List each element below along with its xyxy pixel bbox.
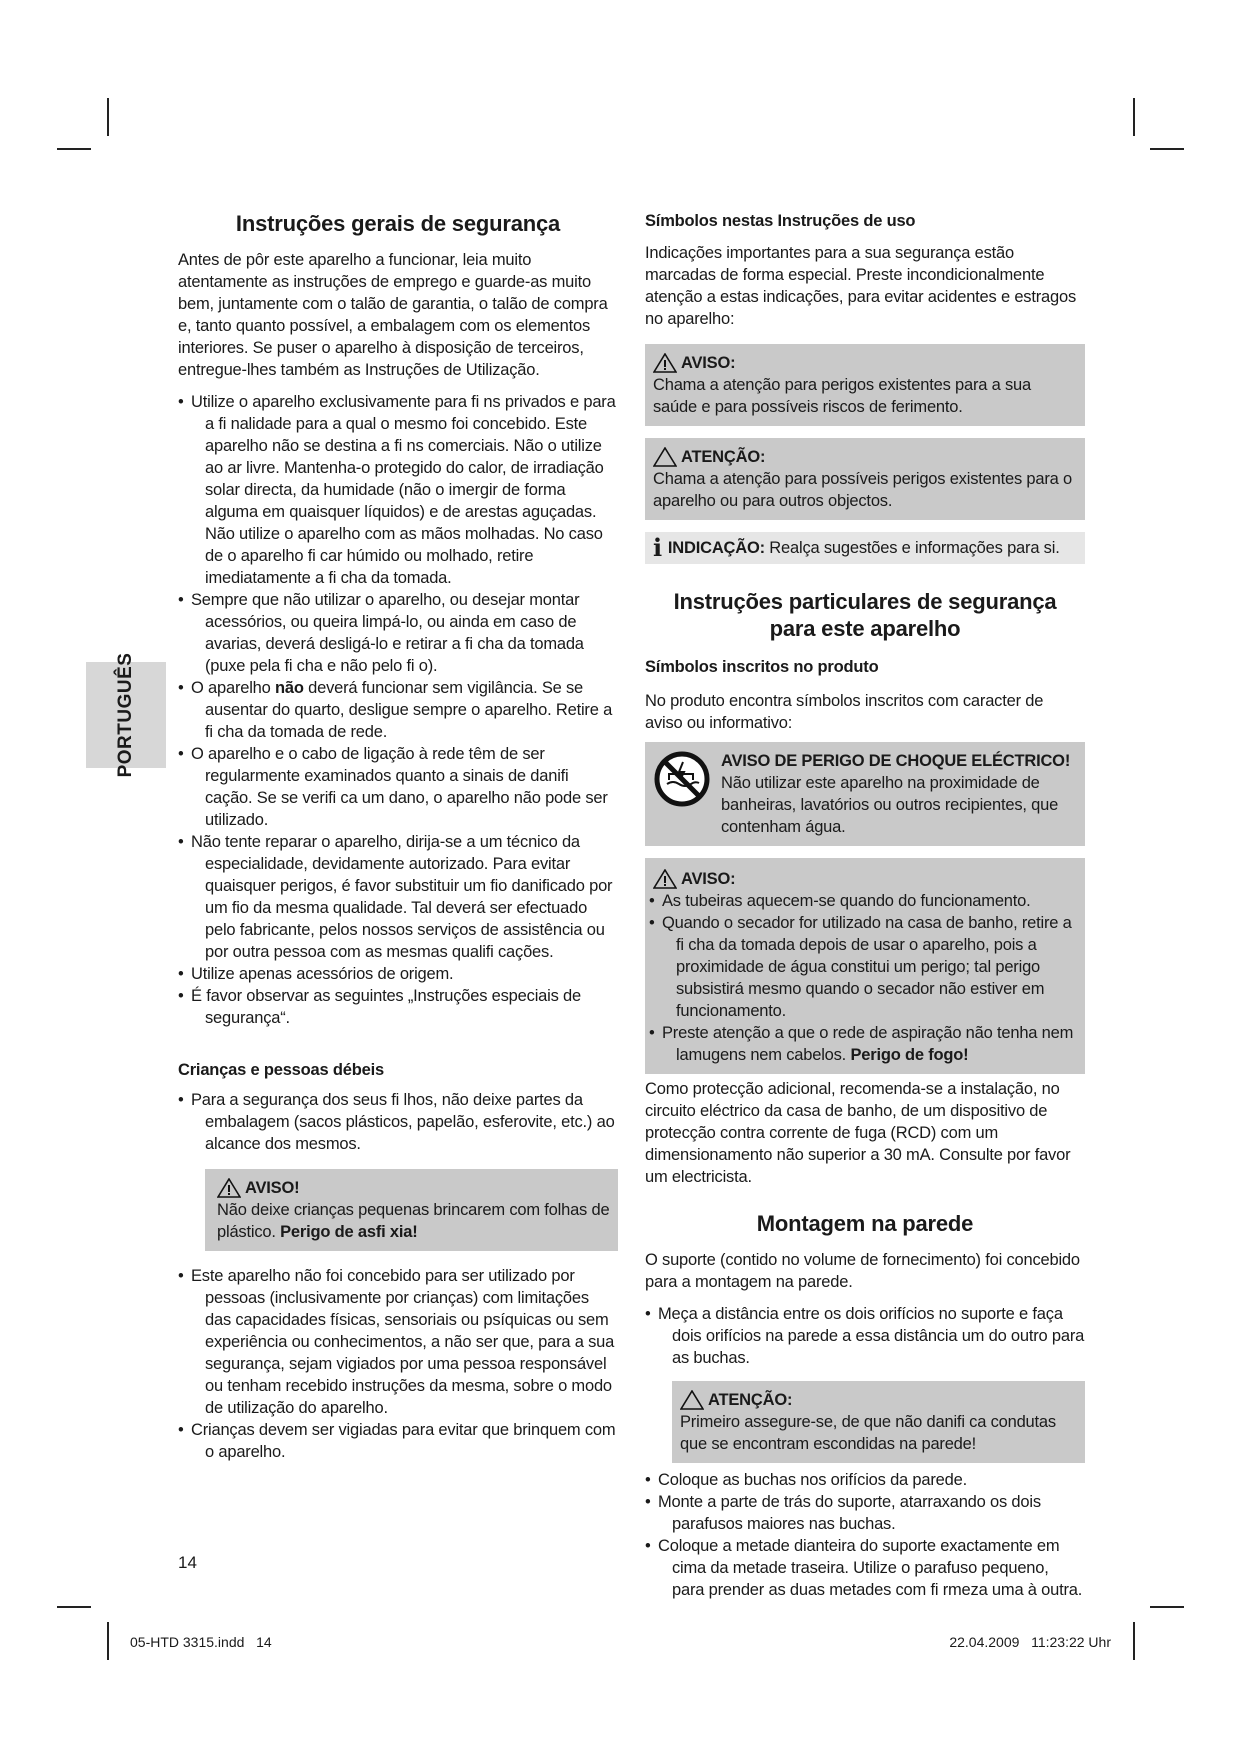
footer-file-info: 05-HTD 3315.indd 14: [130, 1634, 272, 1650]
list-item: • Sempre que não utilizar o aparelho, ou desejar montar acessórios, ou queira limpá-lo, ou ainda em caso de avarias, deverá desligá-lo e retirar a fi cha da tomada (puxe pela fi cha e não pelo fi o).: [178, 589, 618, 677]
list-item: • Monte a parte de trás do suporte, atarraxando os dois parafusos maiores nas buchas.: [645, 1491, 1085, 1535]
aviso-product-label: AVISO:: [681, 870, 736, 888]
list-item: • Crianças devem ser vigiadas para evitar que brinquem com o aparelho.: [178, 1419, 618, 1463]
crop-mark: [57, 148, 91, 150]
left-column: [178, 210, 618, 1473]
aviso-definition-header: [653, 352, 1077, 374]
atencao-definition-header: [653, 446, 1077, 468]
atencao-mount-header: [680, 1389, 1077, 1411]
crop-mark: [1150, 1606, 1184, 1608]
children-list-2: [178, 1265, 618, 1463]
aviso-definition-text: Chama a atenção para perigos existentes para a sua saúde e para possíveis riscos de ferimento.: [653, 376, 1031, 416]
children-list: [178, 1089, 618, 1155]
list-item: • Utilize o aparelho exclusivamente para fi ns privados e para a fi nalidade para a qual o mesmo foi concebido. Este aparelho não se destina a fi ns comerciais. Não o utilize ao ar livre. Mantenha-o protegido do calor, de irradiação solar directa, da humidade (não o imergir de forma alguma em quaisquer líquidos) e de arestas aguçadas. Não utilize o aparelho com as mãos molhadas. No caso de o aparelho fi car húmido ou molhado, retire imediatamente a fi cha da tomada.: [178, 391, 618, 589]
aviso-body: Não deixe crianças pequenas brincarem com folhas de plástico.: [217, 1201, 610, 1241]
particular-safety-title: [645, 588, 1085, 642]
crop-mark: [107, 1622, 109, 1660]
aviso-product-list: [649, 890, 1077, 1066]
wall-mount-list-2: [645, 1469, 1085, 1601]
list-item: [178, 677, 618, 743]
list-item: • As tubeiras aquecem-se quando do funcionamento.: [649, 890, 1077, 912]
aviso-box-header: [217, 1177, 610, 1199]
list-item: • O aparelho e o cabo de ligação à rede têm de ser regularmente examinados quanto a sinais de danifi cação. Se se verifi ca um dano, o aparelho não pode ser utilizado.: [178, 743, 618, 831]
aviso-box: [205, 1169, 618, 1251]
atencao-definition-label: ATENÇÃO:: [681, 448, 766, 466]
footer-timestamp: 22.04.2009 11:23:22 Uhr: [949, 1634, 1111, 1650]
language-tab-label: PORTUGUÊS: [115, 652, 136, 778]
wall-mount-title: Montagem na parede: [756, 1211, 974, 1236]
bullet-text: Preste atenção a que o rede de aspiração não tenha nem lamugens nem cabelos.: [662, 1024, 1074, 1064]
general-safety-intro: Antes de pôr este aparelho a funcionar, leia muito atentamente as instruções de emprego e guarde-as muito bem, juntamente com o talão de garantia, o talão de compra e, tanto quanto possível, a embalagem com os elementos interiores. Se puser o aparelho à disposição de terceiros, entregue-lhes também as Instruções de Utilização.: [178, 251, 608, 379]
info-icon: i: [653, 533, 662, 562]
warning-triangle-icon: [653, 869, 677, 889]
product-symbols-text: No produto encontra símbolos inscritos com caracter de aviso ou informativo:: [645, 692, 1044, 732]
children-heading: Crianças e pessoas débeis: [178, 1061, 384, 1079]
list-item: • É favor observar as seguintes „Instruções especiais de segurança“.: [178, 985, 618, 1029]
list-item: • Utilize apenas acessórios de origem.: [178, 963, 618, 985]
list-item: • Para a segurança dos seus fi lhos, não deixe partes da embalagem (sacos plásticos, papelão, esferovite, etc.) ao alcance dos mesmos.: [178, 1089, 618, 1155]
product-symbols-heading: Símbolos inscritos no produto: [645, 658, 879, 676]
atencao-mount-text: Primeiro assegure-se, de que não danifi ca condutas que se encontram escondidas na parede!: [680, 1413, 1056, 1453]
list-item: • Este aparelho não foi concebido para ser utilizado por pessoas (inclusivamente por crianças) com limitações das capacidades físicas, sensoriais ou psíquicas ou sem experiência ou conhecimentos, a não ser que, para a sua segurança, sejam vigiados por uma pessoa responsável ou tenham recebido instruções da mesma, sobre o modo de utilização do aparelho.: [178, 1265, 618, 1419]
list-item: • Coloque a metade dianteira do suporte exactamente em cima da metade traseira. Utilize o parafuso pequeno, para prender as duas metades com fi rmeza uma à outra.: [645, 1535, 1085, 1601]
aviso-product-header: [649, 868, 1077, 890]
particular-safety-title-line2: para este aparelho: [769, 616, 961, 641]
crop-mark: [107, 98, 109, 136]
caution-triangle-icon: [680, 1390, 704, 1410]
aviso-text: [217, 1199, 610, 1243]
caution-triangle-icon: [653, 447, 677, 467]
list-item: • Coloque as buchas nos orifícios da parede.: [645, 1469, 1085, 1491]
indicacao-definition-box: [645, 532, 1085, 564]
crop-mark: [1150, 148, 1184, 150]
aviso-product-box: [645, 858, 1085, 1074]
fire-danger: Perigo de fogo!: [850, 1046, 969, 1064]
wall-mount-intro: O suporte (contido no volume de fornecimento) foi concebido para a montagem na parede.: [645, 1251, 1080, 1291]
aviso-definition-box: [645, 344, 1085, 426]
wall-mount-list: [645, 1303, 1085, 1369]
symbols-heading: Símbolos nestas Instruções de uso: [645, 212, 916, 230]
no-water-shock-icon: [653, 750, 711, 808]
right-column: [645, 210, 1085, 1611]
aviso-bold: Perigo de asfi xia!: [280, 1223, 418, 1241]
indicacao-label: INDICAÇÃO:: [667, 539, 765, 557]
atencao-mount-box: [672, 1381, 1085, 1463]
list-item: • Meça a distância entre os dois orifícios no suporte e faça dois orifícios na parede a essa distância um do outro para as buchas.: [645, 1303, 1085, 1369]
list-item: [649, 1022, 1077, 1066]
bullet-text: O aparelho: [191, 679, 276, 697]
crop-mark: [1133, 98, 1135, 136]
particular-safety-title-line1: Instruções particulares de segurança: [673, 589, 1057, 614]
bullet-bold: não: [275, 679, 304, 697]
symbols-intro: Indicações importantes para a sua segurança estão marcadas de forma especial. Preste incondicionalmente atenção a estas indicações, para evitar acidentes e estragos no aparelho:: [645, 244, 1077, 328]
general-safety-list: [178, 391, 618, 1029]
shock-warning-label: AVISO DE PERIGO DE CHOQUE ELÉCTRICO!: [721, 752, 1071, 770]
shock-warning-text: Não utilizar este aparelho na proximidade de banheiras, lavatórios ou outros recipientes, que contenham água.: [721, 774, 1059, 836]
aviso-label: AVISO!: [245, 1179, 300, 1197]
atencao-definition-text: Chama a atenção para possíveis perigos existentes para o aparelho ou para outros objectos.: [653, 470, 1072, 510]
bullet-text: deverá funcionar sem vigilância. Se se ausentar do quarto, desligue sempre o aparelho. Retire a fi cha da tomada de rede.: [205, 679, 613, 741]
atencao-definition-box: [645, 438, 1085, 520]
list-item: • Quando o secador for utilizado na casa de banho, retire a fi cha da tomada depois de usar o aparelho, pois a proximidade de água constitui um perigo; tal perigo subsistirá mesmo quando o secador não estiver em funcionamento.: [649, 912, 1077, 1022]
warning-triangle-icon: [653, 353, 677, 373]
warning-triangle-icon: [217, 1178, 241, 1198]
general-safety-title: Instruções gerais de segurança: [235, 211, 561, 236]
indicacao-text: Realça sugestões e informações para si.: [764, 539, 1060, 557]
list-item: • Não tente reparar o aparelho, dirija-se a um técnico da especialidade, devidamente autorizado. Para evitar quaisquer perigos, é favor substituir um fio danificado por um fio da mesma qualidade. Tal deverá ser efectuado pelo fabricante, pelos nossos serviços de assistência ou por outra pessoa com as mesmas qualifi cações.: [178, 831, 618, 963]
aviso-definition-label: AVISO:: [681, 354, 736, 372]
crop-mark: [57, 1606, 91, 1608]
rcd-text: Como protecção adicional, recomenda-se a instalação, no circuito eléctrico da casa de banho, de um dispositivo de protecção contra corrente de fuga (RCD) com um dimensionamento não superior a 30 mA. Consulte por favor um electricista.: [645, 1080, 1071, 1186]
page-number: 14: [178, 1553, 197, 1572]
crop-mark: [1133, 1622, 1135, 1660]
shock-warning-box: [645, 742, 1085, 846]
atencao-mount-label: ATENÇÃO:: [708, 1391, 793, 1409]
shock-warning-content: [721, 750, 1077, 838]
